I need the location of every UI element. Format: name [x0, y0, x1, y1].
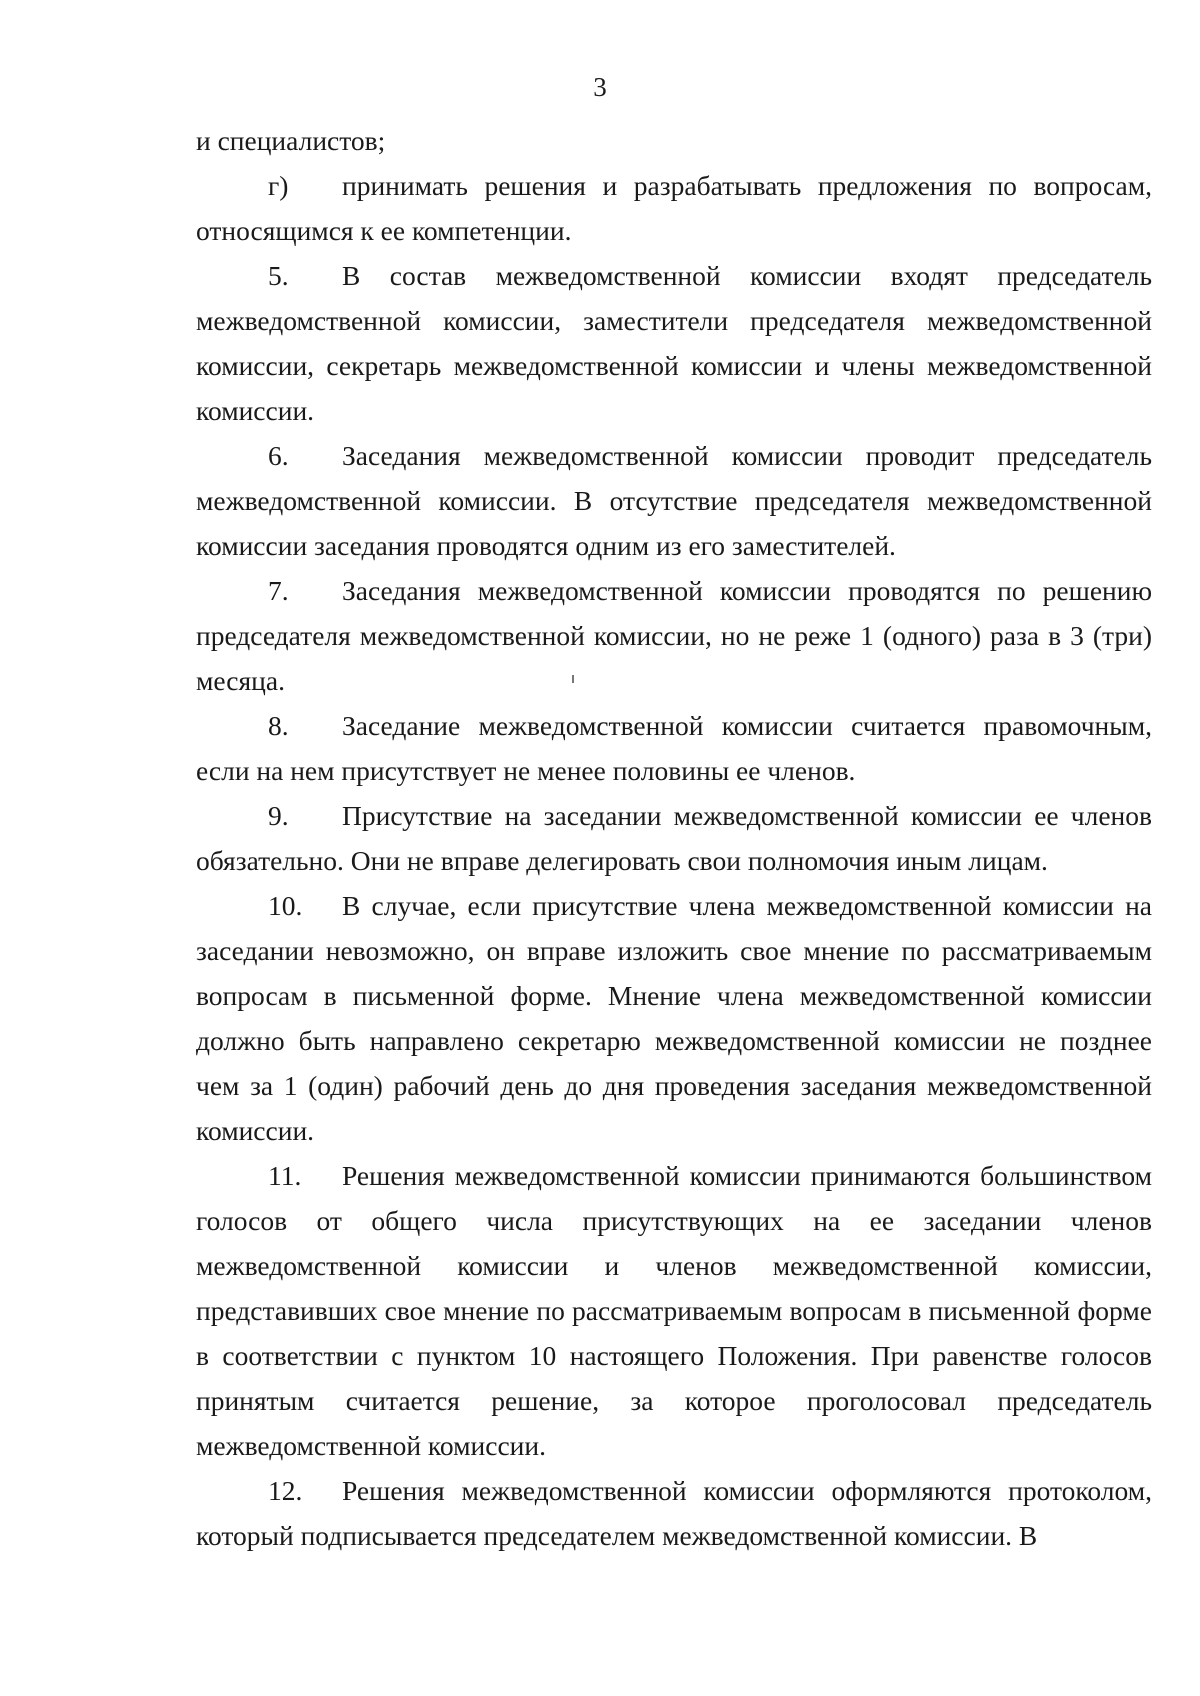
item-number: 7.: [268, 575, 289, 606]
paragraph-text: Решения межведомственной комиссии принимаются большинством голосов от общего числа присутствующих на ее заседании членов межведомственной комиссии и членов межведомственной комиссии, представивших свое мнение по рассматриваемым вопросам в письменной форме в соответствии с пунктом 10 настоящего Положения. При равенстве голосов принятым считается решение, за которое проголосовал председатель межведомственной комиссии.: [196, 1160, 1152, 1461]
paragraph-item-8: [196, 703, 1152, 793]
item-number: 5.: [268, 260, 289, 291]
paragraph-text: В случае, если присутствие члена межведомственной комиссии на заседании невозможно, он вправе изложить свое мнение по рассматриваемым вопросам в письменной форме. Мнение члена межведомственной комиссии должно быть направлено секретарю межведомственной комиссии не позднее чем за 1 (один) рабочий день до дня проведения заседания межведомственной комиссии.: [196, 890, 1152, 1146]
page-number: 3: [593, 72, 607, 102]
paragraph-text: Присутствие на заседании межведомственной комиссии ее членов обязательно. Они не вправе делегировать свои полномочия иным лицам.: [196, 800, 1152, 876]
item-number: 12.: [268, 1475, 303, 1506]
paragraph-item-5: [196, 253, 1152, 433]
scan-speck: [572, 675, 574, 683]
item-number: 11.: [268, 1160, 302, 1191]
paragraph-text: Заседание межведомственной комиссии считается правомочным, если на нем присутствует не менее половины ее членов.: [196, 710, 1152, 786]
item-number: 10.: [268, 890, 303, 921]
paragraph-item-12: [196, 1468, 1152, 1558]
paragraph-continuation: [196, 118, 1152, 163]
paragraph-item-g: [196, 163, 1152, 253]
paragraph-text: Решения межведомственной комиссии оформляются протоколом, который подписывается председателем межведомственной комиссии. В: [196, 1475, 1152, 1551]
paragraph-text: Заседания межведомственной комиссии проводит председатель межведомственной комиссии. В отсутствие председателя межведомственной комиссии заседания проводятся одним из его заместителей.: [196, 440, 1152, 561]
paragraph-item-11: [196, 1153, 1152, 1468]
paragraph-item-7: [196, 568, 1152, 703]
item-number: 8.: [268, 710, 289, 741]
paragraph-text: принимать решения и разрабатывать предложения по вопросам, относящимся к ее компетенции.: [196, 170, 1152, 246]
document-body: [196, 118, 1152, 1558]
paragraph-item-10: [196, 883, 1152, 1153]
item-number: 6.: [268, 440, 289, 471]
item-number: 9.: [268, 800, 289, 831]
item-number: г): [268, 170, 289, 201]
paragraph-text: и специалистов;: [196, 125, 386, 156]
paragraph-item-6: [196, 433, 1152, 568]
paragraph-item-9: [196, 793, 1152, 883]
paragraph-text: Заседания межведомственной комиссии проводятся по решению председателя межведомственной комиссии, но не реже 1 (одного) раза в 3 (три) месяца.: [196, 575, 1152, 696]
paragraph-text: В состав межведомственной комиссии входят председатель межведомственной комиссии, заместители председателя межведомственной комиссии, секретарь межведомственной комиссии и члены межведомственной комиссии.: [196, 260, 1152, 426]
